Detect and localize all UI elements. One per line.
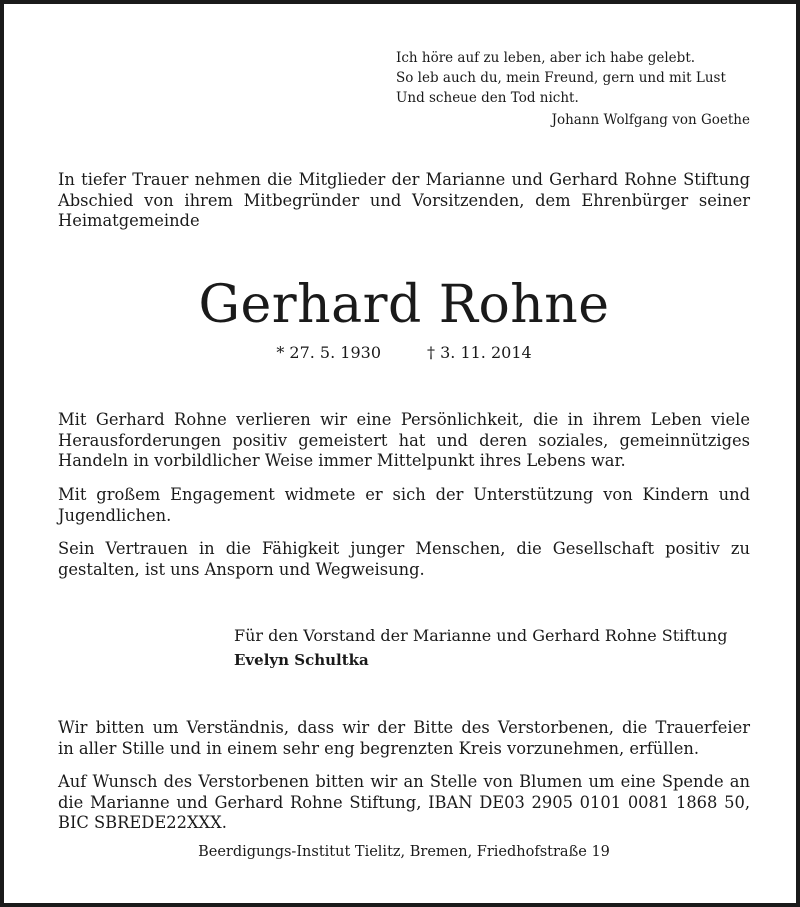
paragraph-line: BIC SBREDE22XXX. (58, 813, 227, 832)
paragraph-line: Auf Wunsch des Verstorbenen bitten wir an Stelle von Blumen um eine Spende an (58, 772, 750, 791)
quote-line: Ich höre auf zu leben, aber ich habe gelebt. (396, 50, 696, 66)
funeral-home-footer: Beerdigungs-Institut Tielitz, Bremen, Friedhofstraße 19 (198, 844, 610, 860)
tribute-paragraph-1 (58, 410, 750, 472)
paragraph-line: in aller Stille und in einem sehr eng begrenzten Kreis vorzunehmen, erfüllen. (58, 738, 700, 758)
death-date: † 3. 11. 2014 (427, 343, 532, 362)
paragraph-line: Jugendlichen. (58, 505, 172, 525)
quote-line: So leb auch du, mein Freund, gern und mit Lust (396, 70, 726, 86)
intro-line: In tiefer Trauer nehmen die Mitglieder der Marianne und Gerhard Rohne Stiftung (58, 170, 750, 189)
paragraph-line: Wir bitten um Verständnis, dass wir der Bitte des Verstorbenen, die Trauerfeier (58, 718, 750, 737)
signature-block (234, 624, 754, 672)
paragraph-line: Mit großem Engagement widmete er sich der Unterstützung von Kindern und (58, 485, 750, 504)
intro-paragraph (58, 170, 750, 232)
notice-paragraph-ceremony (58, 718, 750, 759)
deceased-name: Gerhard Rohne (198, 275, 610, 335)
life-dates (4, 342, 800, 364)
tribute-paragraph-2 (58, 485, 750, 526)
quote-line: Und scheue den Tod nicht. (396, 90, 579, 106)
birth-date: * 27. 5. 1930 (276, 343, 381, 362)
paragraph-line: die Marianne und Gerhard Rohne Stiftung, IBAN DE03 2905 0101 0081 1868 50, (58, 792, 750, 812)
paragraph-line: Handeln in vorbildlicher Weise immer Mittelpunkt ihres Lebens war. (58, 451, 626, 470)
notice-paragraph-donation (58, 772, 750, 834)
paragraph-line: gestalten, ist uns Ansporn und Wegweisung. (58, 559, 425, 579)
intro-line: Abschied von ihrem Mitbegründer und Vorsitzenden, dem Ehrenbürger seiner (58, 190, 750, 210)
paragraph-line: Mit Gerhard Rohne verlieren wir eine Persönlichkeit, die in ihrem Leben viele (58, 410, 750, 429)
intro-line: Heimatgemeinde (58, 211, 200, 230)
quote-author: Johann Wolfgang von Goethe (551, 112, 750, 128)
tribute-paragraph-3 (58, 539, 750, 580)
signature-line: Für den Vorstand der Marianne und Gerhard Rohne Stiftung (234, 626, 728, 645)
goethe-quote (396, 48, 756, 130)
paragraph-line: Herausforderungen positiv gemeistert hat und deren soziales, gemeinnütziges (58, 430, 750, 450)
paragraph-line: Sein Vertrauen in die Fähigkeit junger Menschen, die Gesellschaft positiv zu (58, 539, 750, 558)
signer-name: Evelyn Schultka (234, 651, 369, 669)
